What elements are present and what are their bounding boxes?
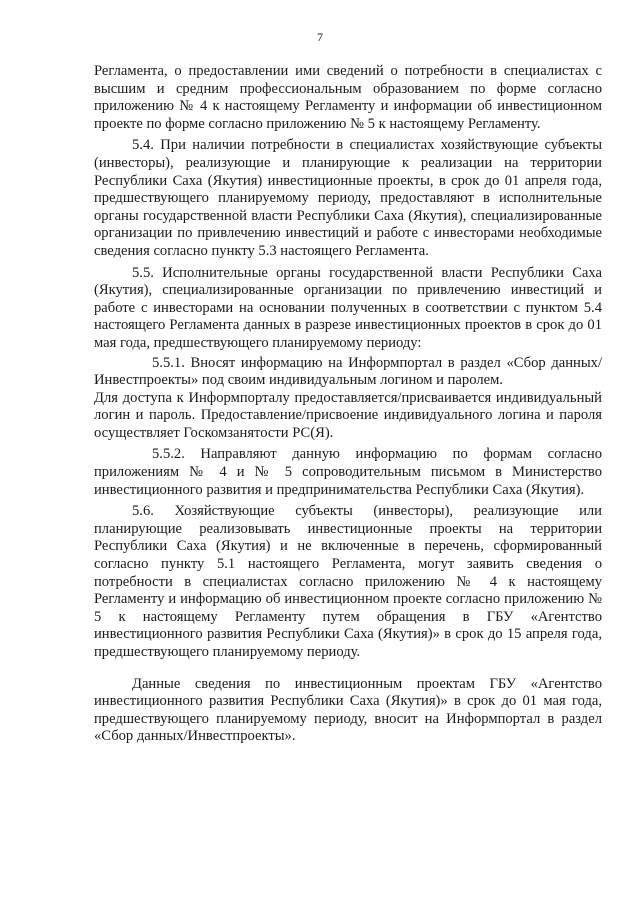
paragraph-data-entry: Данные сведения по инвестиционным проектам ГБУ «Агентство инвестиционного развития Республики Саха (Якутия)» в срок до 01 мая года, предшествующего планируемому периоду, вносит на Информпортал в раздел «Сбор данных/Инвестпроекты». (94, 675, 602, 745)
paragraph-5-4: 5.4. При наличии потребности в специалистах хозяйствующие субъекты (инвесторы), реализующие и планирующие к реализации на территории Республики Саха (Якутия) инвестиционные проекты, в срок до 01 апреля года, предшествующего планируемому периоду, предоставляют в исполнительные органы государственной власти Республики Саха (Якутия), специализированные организации по привлечению инвестиций и работе с инвесторами необходимые сведения согласно пункту 5.3 настоящего Регламента. (94, 137, 602, 259)
paragraph-access: Для доступа к Информпорталу предоставляется/присваивается индивидуальный логин и пароль. Предоставление/присвоение индивидуального логина и пароля осуществляет Госкомзанятости РС(Я). (94, 389, 602, 441)
document-body (94, 63, 602, 746)
page-number: 7 (317, 30, 323, 44)
paragraph-5-5-2: 5.5.2. Направляют данную информацию по формам согласно приложениям № 4 и № 5 сопроводительным письмом в Министерство инвестиционного развития и предпринимательства Республики Саха (Якутия). (94, 446, 602, 498)
paragraph-continuation: Регламента, о предоставлении ими сведений о потребности в специалистах с высшим и средним профессиональным образованием по форме согласно приложению № 4 к настоящему Регламенту и информации об инвестиционном проекте по форме согласно приложению № 5 к настоящему Регламенту. (94, 63, 602, 132)
paragraph-5-6: 5.6. Хозяйствующие субъекты (инвесторы), реализующие или планирующие реализовывать инвестиционные проекты на территории Республики Саха (Якутия) и не включенные в перечень, сформированный согласно пункту 5.1 настоящего Регламента, могут заявить сведения о потребности в специалистах согласно приложению № 4 к настоящему Регламенту и информацию об инвестиционном проекте согласно приложению № 5 к настоящему Регламенту путем обращения в ГБУ «Агентство инвестиционного развития Республики Саха (Якутия)» в срок до 15 апреля года, предшествующего планируемому периоду. (94, 503, 602, 660)
paragraph-5-5: 5.5. Исполнительные органы государственной власти Республики Саха (Якутия), специализированные организации по привлечению инвестиций и работе с инвесторами на основании полученных в соответствии с пунктом 5.4 настоящего Регламента данных в разрезе инвестиционных проектов в срок до 01 мая года, предшествующего планируемому периоду: (94, 264, 602, 351)
paragraph-5-5-1: 5.5.1. Вносят информацию на Информпортал в раздел «Сбор данных/Инвестпроекты» под своим индивидуальным логином и паролем. (94, 354, 602, 389)
